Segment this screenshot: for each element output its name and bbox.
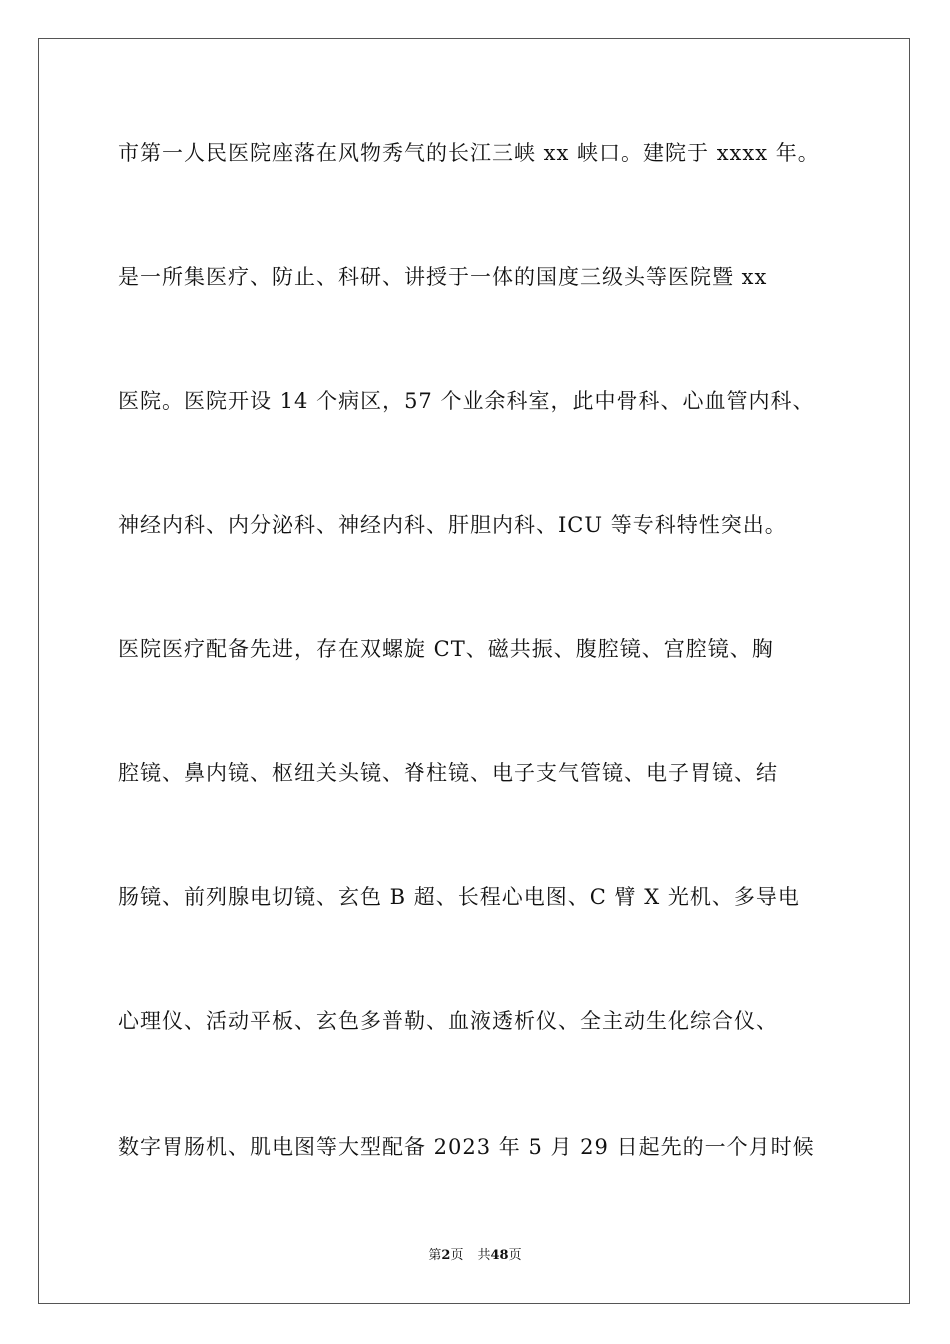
body-text-line-6: 腔镜、鼻内镜、枢纽关头镜、脊柱镜、电子支气管镜、电子胃镜、结 — [118, 761, 778, 785]
body-text-line-8: 心理仪、活动平板、玄色多普勒、血液透析仪、全主动生化综合仪、 — [118, 1009, 778, 1033]
page-prefix: 第 — [428, 1248, 442, 1263]
body-text-line-1: 市第一人民医院座落在风物秀气的长江三峡 xx 峡口。建院于 xxxx 年。 — [118, 141, 820, 165]
total-prefix: 共 — [477, 1248, 491, 1263]
page-footer — [0, 1248, 950, 1264]
total-pages: 48 — [490, 1248, 509, 1263]
body-text-line-3: 医院。医院开设 14 个病区，57 个业余科室，此中骨科、心血管内科、 — [118, 389, 815, 413]
body-text-line-2: 是一所集医疗、防止、科研、讲授于一体的国度三级头等医院暨 xx — [118, 265, 768, 289]
body-text-line-5: 医院医疗配备先进，存在双螺旋 CT、磁共振、腹腔镜、宫腔镜、胸 — [118, 637, 774, 661]
page-border — [38, 38, 910, 1304]
body-text-line-7: 肠镜、前列腺电切镜、玄色 B 超、长程心电图、C 臂 X 光机、多导电 — [118, 885, 800, 909]
page-suffix: 页 — [450, 1248, 464, 1263]
page-number: 2 — [441, 1248, 451, 1263]
body-text-line-9: 数字胃肠机、肌电图等大型配备 2023 年 5 月 29 日起先的一个月时候 — [118, 1135, 815, 1159]
total-suffix: 页 — [508, 1248, 522, 1263]
body-text-line-4: 神经内科、内分泌科、神经内科、肝胆内科、ICU 等专科特性突出。 — [118, 513, 787, 537]
